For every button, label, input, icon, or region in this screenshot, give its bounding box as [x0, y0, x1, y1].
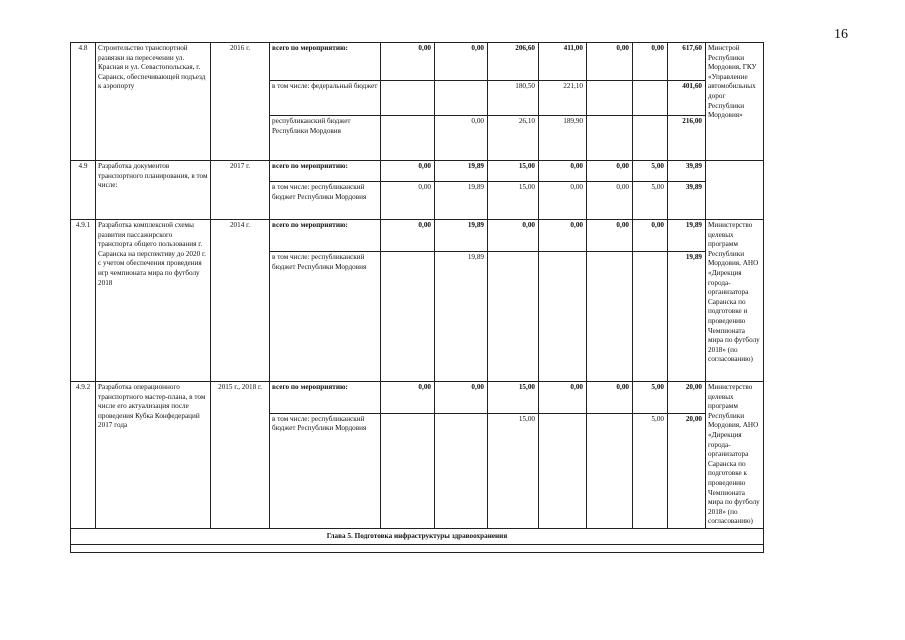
amount-cell: 15,00	[488, 182, 539, 220]
amount-cell: 5,00	[633, 382, 668, 414]
amount-cell: 189,90	[539, 116, 587, 161]
amount-cell: 0,00	[381, 382, 435, 414]
amount-cell: 15,00	[488, 161, 539, 182]
amount-cell	[381, 413, 435, 528]
amount-cell: 0,00	[539, 161, 587, 182]
amount-cell	[587, 116, 633, 161]
item-name: Строительство транспортной развязки на пересечении ул. Красная и ул. Севастопольская, г. Саранск, обеспечивающей подъезд к аэропорту	[96, 43, 211, 161]
funding-source: всего по мероприятию:	[270, 382, 381, 414]
amount-cell	[435, 81, 488, 116]
amount-cell	[587, 252, 633, 382]
empty-cell	[71, 544, 764, 552]
funding-source: республиканский бюджет Республики Мордовия	[270, 116, 381, 161]
amount-cell	[381, 81, 435, 116]
amount-cell: 0,00	[381, 182, 435, 220]
amount-cell: 0,00	[587, 43, 633, 81]
funding-source: в том числе: республиканский бюджет Республики Мордовия	[270, 252, 381, 382]
chapter-title: Глава 5. Подготовка инфраструктуры здравоохранения	[71, 528, 764, 544]
amount-cell: 206,60	[488, 43, 539, 81]
table-row	[71, 43, 764, 81]
amount-cell: 0,00	[587, 382, 633, 414]
amount-cell	[539, 252, 587, 382]
funding-source: всего по мероприятию:	[270, 161, 381, 182]
empty-row	[71, 544, 764, 552]
amount-cell: 0,00	[587, 182, 633, 220]
amount-cell	[381, 116, 435, 161]
amount-cell: 0,00	[633, 43, 668, 81]
amount-cell: 0,00	[587, 220, 633, 252]
amount-cell	[587, 81, 633, 116]
amount-cell: 0,00	[381, 220, 435, 252]
funding-source: всего по мероприятию:	[270, 43, 381, 81]
item-number: 4.9.1	[71, 220, 96, 382]
amount-cell	[488, 252, 539, 382]
amount-cell: 19,89	[435, 252, 488, 382]
funding-source: всего по мероприятию:	[270, 220, 381, 252]
amount-cell: 15,00	[488, 413, 539, 528]
amount-cell: 0,00	[539, 220, 587, 252]
funding-source: в том числе: республиканский бюджет Республики Мордовия	[270, 182, 381, 220]
item-number: 4.8	[71, 43, 96, 161]
amount-cell	[633, 252, 668, 382]
chapter-row	[71, 528, 764, 544]
amount-cell: 0,00	[539, 182, 587, 220]
amount-cell	[381, 252, 435, 382]
item-year: 2016 г.	[211, 43, 270, 161]
executor: Минстрой Республики Мордовия, ГКУ «Управление автомобильных дорог Республики Мордовия»	[706, 43, 764, 161]
amount-cell: 19,89	[668, 220, 706, 252]
amount-cell: 19,89	[668, 252, 706, 382]
amount-cell: 0,00	[633, 220, 668, 252]
item-number: 4.9	[71, 161, 96, 220]
executor: Министерство целевых программ Республики Мордовия, АНО «Дирекция города-организатора Саранска по подготовке и проведению Чемпионата мира по футболу 2018» (по согласованию)	[706, 220, 764, 382]
amount-cell: 19,89	[435, 220, 488, 252]
amount-cell: 0,00	[381, 161, 435, 182]
amount-cell: 216,00	[668, 116, 706, 161]
table-row	[71, 220, 764, 252]
amount-cell: 0,00	[381, 43, 435, 81]
amount-cell: 5,00	[633, 182, 668, 220]
table-body	[71, 43, 764, 553]
budget-table	[70, 42, 764, 553]
amount-cell: 617,60	[668, 43, 706, 81]
amount-cell: 19,89	[435, 182, 488, 220]
funding-source: в том числе: республиканский бюджет Республики Мордовия	[270, 413, 381, 528]
amount-cell: 39,89	[668, 161, 706, 182]
amount-cell: 26,10	[488, 116, 539, 161]
amount-cell	[435, 413, 488, 528]
amount-cell: 20,00	[668, 382, 706, 414]
amount-cell: 221,10	[539, 81, 587, 116]
amount-cell: 0,00	[435, 382, 488, 414]
amount-cell: 0,00	[539, 382, 587, 414]
amount-cell: 20,00	[668, 413, 706, 528]
item-number: 4.9.2	[71, 382, 96, 529]
table-row	[71, 382, 764, 414]
amount-cell: 0,00	[435, 43, 488, 81]
amount-cell	[587, 413, 633, 528]
amount-cell: 0,00	[435, 116, 488, 161]
item-year: 2015 г., 2018 г.	[211, 382, 270, 529]
amount-cell	[633, 81, 668, 116]
amount-cell: 15,00	[488, 382, 539, 414]
amount-cell: 0,00	[587, 161, 633, 182]
executor	[706, 161, 764, 220]
amount-cell	[633, 116, 668, 161]
executor: Министерство целевых программ Республики Мордовия, АНО «Дирекция города-организатора Саранска по подготовке к проведению Чемпионата мира по футболу 2018» (по согласованию)	[706, 382, 764, 529]
page-number: 16	[834, 27, 848, 42]
amount-cell: 0,00	[488, 220, 539, 252]
amount-cell	[539, 413, 587, 528]
amount-cell: 5,00	[633, 413, 668, 528]
item-year: 2017 г.	[211, 161, 270, 220]
table-row	[71, 161, 764, 182]
amount-cell: 39,89	[668, 182, 706, 220]
amount-cell: 401,60	[668, 81, 706, 116]
amount-cell: 411,00	[539, 43, 587, 81]
amount-cell: 19,89	[435, 161, 488, 182]
item-name: Разработка документов транспортного планирования, в том числе:	[96, 161, 211, 220]
amount-cell: 5,00	[633, 161, 668, 182]
funding-source: в том числе: федеральный бюджет	[270, 81, 381, 116]
amount-cell: 180,50	[488, 81, 539, 116]
item-name: Разработка комплексной схемы развития пассажирского транспорта общего пользования г. Саранска на перспективу до 2020 г. с учетом обеспечения проведения игр чемпионата мира по футболу 2018	[96, 220, 211, 382]
item-year: 2014 г.	[211, 220, 270, 382]
item-name: Разработка операционного транспортного мастер-плана, в том числе его актуализация после проведения Кубка Конфедераций 2017 года	[96, 382, 211, 529]
